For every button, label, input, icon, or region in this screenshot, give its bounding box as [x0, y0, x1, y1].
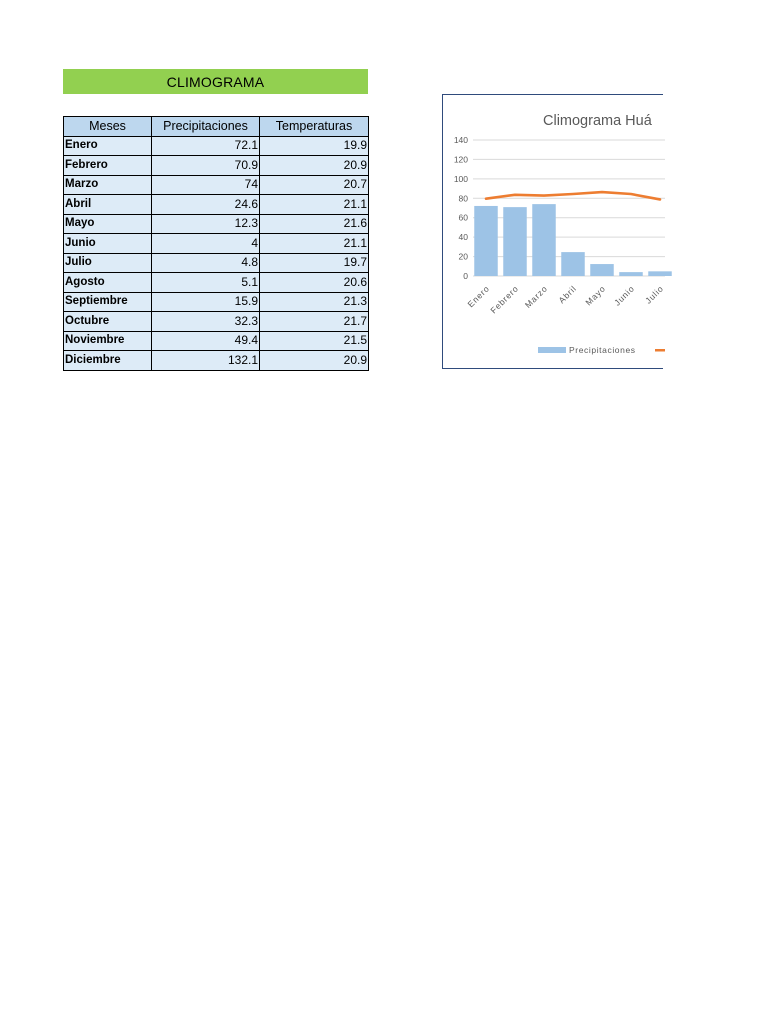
- precip-cell[interactable]: 12.3: [152, 214, 260, 234]
- x-tick-label: Junio: [612, 283, 637, 308]
- sheet-title: CLIMOGRAMA: [166, 73, 265, 90]
- precip-cell[interactable]: 4.8: [152, 253, 260, 273]
- climate-data-table: [63, 116, 369, 371]
- header-temperaturas[interactable]: Temperaturas: [260, 117, 369, 137]
- table-row: [64, 312, 369, 332]
- month-cell[interactable]: Marzo: [64, 175, 152, 195]
- table-body: [64, 136, 369, 370]
- table-header-row: [64, 117, 369, 137]
- y-tick-label: 20: [458, 251, 468, 262]
- month-cell[interactable]: Febrero: [64, 156, 152, 176]
- table-row: [64, 253, 369, 273]
- precip-cell[interactable]: 5.1: [152, 273, 260, 293]
- precip-bar: [503, 207, 527, 276]
- month-cell[interactable]: Diciembre: [64, 351, 152, 371]
- y-tick-label: 0: [463, 271, 468, 281]
- temp-cell[interactable]: 20.9: [260, 156, 369, 176]
- month-cell[interactable]: Mayo: [64, 214, 152, 234]
- precip-cell[interactable]: 74: [152, 175, 260, 195]
- y-tick-label: 120: [453, 154, 468, 165]
- table-row: [64, 331, 369, 351]
- chart-svg: [443, 95, 666, 368]
- precip-bar: [590, 264, 614, 276]
- precip-cell[interactable]: 32.3: [152, 312, 260, 332]
- table-row: [64, 156, 369, 176]
- temp-cell[interactable]: 19.9: [260, 136, 369, 156]
- temp-cell[interactable]: 20.7: [260, 175, 369, 195]
- precip-bar: [561, 252, 585, 276]
- temp-cell[interactable]: 21.6: [260, 214, 369, 234]
- table-row: [64, 195, 369, 215]
- precip-cell[interactable]: 49.4: [152, 331, 260, 351]
- temp-cell[interactable]: 19.7: [260, 253, 369, 273]
- precip-cell[interactable]: 132.1: [152, 351, 260, 371]
- temp-cell[interactable]: 21.7: [260, 312, 369, 332]
- y-tick-label: 100: [453, 173, 468, 184]
- month-cell[interactable]: Noviembre: [64, 331, 152, 351]
- table-row: [64, 273, 369, 293]
- header-precipitaciones[interactable]: Precipitaciones: [152, 117, 260, 137]
- month-cell[interactable]: Junio: [64, 234, 152, 254]
- precip-cell[interactable]: 24.6: [152, 195, 260, 215]
- x-tick-label: Febrero: [488, 283, 521, 316]
- precip-bar: [532, 204, 556, 276]
- x-tick-label: Mayo: [583, 283, 608, 308]
- precip-cell[interactable]: 4: [152, 234, 260, 254]
- y-tick-label: 60: [458, 212, 468, 223]
- precip-bar: [619, 272, 643, 276]
- precip-cell[interactable]: 70.9: [152, 156, 260, 176]
- month-cell[interactable]: Agosto: [64, 273, 152, 293]
- y-tick-label: 140: [453, 135, 468, 145]
- climograma-chart[interactable]: [442, 94, 666, 369]
- month-cell[interactable]: Octubre: [64, 312, 152, 332]
- x-tick-label: Marzo: [522, 283, 550, 310]
- legend-swatch-temperaturas: [655, 349, 665, 352]
- table-row: [64, 234, 369, 254]
- legend-swatch-precipitaciones: [538, 347, 566, 353]
- table-row: [64, 214, 369, 234]
- temp-cell[interactable]: 21.1: [260, 234, 369, 254]
- month-cell[interactable]: Julio: [64, 253, 152, 273]
- chart-title: Climograma Huá: [543, 113, 652, 129]
- temp-cell[interactable]: 21.5: [260, 331, 369, 351]
- legend-label-precipitaciones: Precipitaciones: [569, 345, 636, 355]
- temp-cell[interactable]: 20.9: [260, 351, 369, 371]
- precip-cell[interactable]: 72.1: [152, 136, 260, 156]
- y-tick-label: 80: [458, 193, 468, 204]
- x-tick-label: Enero: [465, 283, 492, 310]
- table-row: [64, 175, 369, 195]
- header-meses[interactable]: Meses: [64, 117, 152, 137]
- y-tick-label: 40: [458, 232, 468, 243]
- precip-bar: [474, 206, 498, 276]
- x-tick-label: Julio: [643, 283, 666, 306]
- month-cell[interactable]: Enero: [64, 136, 152, 156]
- precip-bar: [648, 271, 672, 276]
- temp-cell[interactable]: 20.6: [260, 273, 369, 293]
- table-row: [64, 292, 369, 312]
- table-row: [64, 351, 369, 371]
- month-cell[interactable]: Abril: [64, 195, 152, 215]
- table-row: [64, 136, 369, 156]
- month-cell[interactable]: Septiembre: [64, 292, 152, 312]
- sheet-title-banner[interactable]: [63, 69, 368, 94]
- temp-cell[interactable]: 21.3: [260, 292, 369, 312]
- temp-cell[interactable]: 21.1: [260, 195, 369, 215]
- precip-cell[interactable]: 15.9: [152, 292, 260, 312]
- x-tick-label: Abril: [556, 283, 579, 306]
